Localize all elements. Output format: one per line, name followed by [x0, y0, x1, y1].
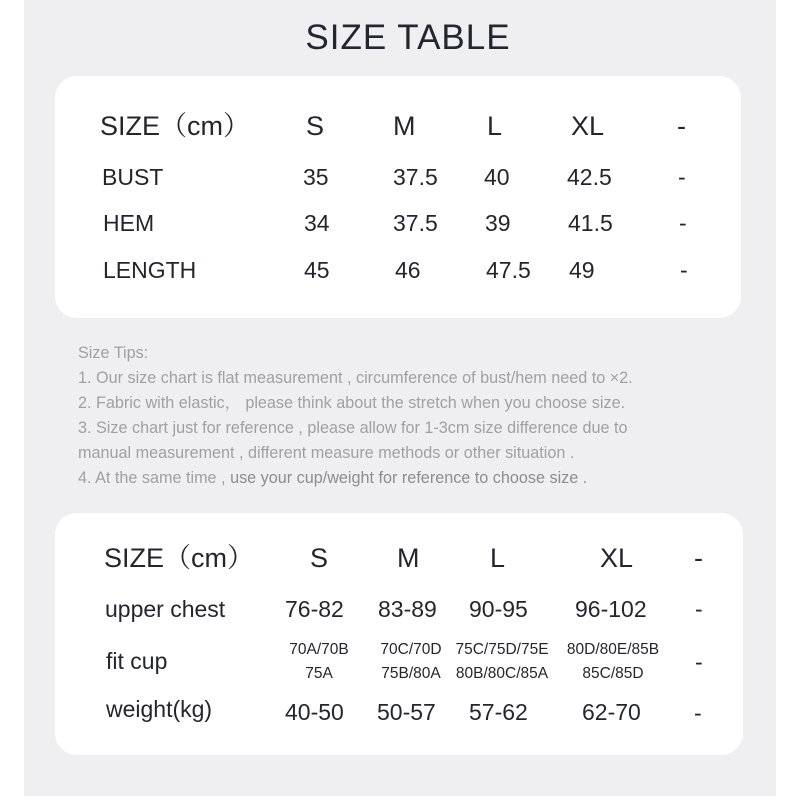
- fit-cup-m-line1: 70C/70D: [380, 641, 442, 658]
- fit-cup-s-line1: 70A/70B: [289, 641, 349, 658]
- table1-header-m: M: [393, 111, 416, 141]
- table2-fit-cup-s: [270, 638, 368, 686]
- table1-row-hem-s: 34: [304, 210, 330, 236]
- table2-row-upper-chest-m: 83-89: [378, 596, 437, 622]
- table1-row-length-label: LENGTH: [103, 257, 197, 283]
- table1-row-length-dash: -: [680, 257, 688, 283]
- table2-header-m: M: [397, 543, 420, 573]
- table1-row-length-xl: 49: [569, 257, 595, 283]
- table1-row-hem-m: 37.5: [393, 210, 438, 236]
- table1-header-l: L: [487, 111, 503, 141]
- table1-header-s: S: [306, 111, 325, 141]
- fit-cup-l-line2: 80B/80C/85A: [455, 665, 549, 682]
- table2-header-dash: -: [694, 543, 703, 573]
- table2-header-size: SIZE（cm）: [104, 543, 255, 573]
- table1-row-hem-label: HEM: [103, 210, 155, 236]
- size-tip-line: manual measurement , different measure methods or other situation .: [78, 444, 575, 462]
- table2-row-upper-chest-l: 90-95: [469, 596, 528, 622]
- table2-row-fit-cup-label: fit cup: [106, 648, 168, 674]
- table1-row-bust-label: BUST: [102, 164, 164, 190]
- table1-header-xl: XL: [571, 111, 605, 141]
- table2-row-upper-chest-xl: 96-102: [575, 596, 647, 622]
- size-tip-line: 1. Our size chart is flat measurement , circumference of bust/hem need to ×2.: [78, 369, 633, 387]
- table2-fit-cup-xl: [558, 638, 668, 686]
- table2-row-fit-cup-dash: -: [695, 649, 703, 675]
- table1-header-size: SIZE（cm）: [100, 111, 251, 141]
- table1-row-length-l: 47.5: [486, 257, 531, 283]
- table1-row-bust-l: 40: [484, 164, 510, 190]
- size-tip-line: 3. Size chart just for reference , please allow for 1-3cm size difference due to: [78, 419, 628, 437]
- size-tip-line4-emphasis: use your cup/weight for reference to choose size .: [230, 469, 588, 487]
- table2-header-xl: XL: [600, 543, 634, 573]
- table2-row-weight-dash: -: [694, 700, 702, 726]
- table1-row-bust-s: 35: [303, 164, 329, 190]
- fit-cup-m-line2: 75B/80A: [381, 665, 441, 682]
- table1-row-length-m: 46: [395, 257, 421, 283]
- table2-header-l: L: [490, 543, 506, 573]
- size-tips-heading: Size Tips:: [78, 344, 149, 362]
- table2-row-upper-chest-dash: -: [695, 596, 703, 622]
- table1-row-hem-xl: 41.5: [568, 210, 613, 236]
- size-tips: [78, 341, 738, 491]
- table1-row-bust-dash: -: [678, 164, 686, 190]
- fit-cup-xl-line1: 80D/80E/85B: [566, 641, 660, 658]
- table1-row-bust-xl: 42.5: [567, 164, 612, 190]
- table2-row-upper-chest-label: upper chest: [105, 596, 226, 622]
- table1-row-hem-l: 39: [485, 210, 511, 236]
- table1-header-dash: -: [677, 111, 686, 141]
- table2-fit-cup-l: [447, 638, 557, 686]
- table2-row-upper-chest-s: 76-82: [285, 596, 344, 622]
- table2-header-s: S: [310, 543, 329, 573]
- fit-cup-l-line1: 75C/75D/75E: [455, 641, 549, 658]
- table2-row-weight-m: 50-57: [377, 699, 436, 725]
- size-tip-line: 2. Fabric with elastic， please think about the stretch when you choose size.: [78, 394, 626, 412]
- table1-row-length-s: 45: [304, 257, 330, 283]
- table2-row-weight-s: 40-50: [285, 699, 344, 725]
- table1-row-bust-m: 37.5: [393, 164, 438, 190]
- table2-row-weight-label: weight(kg): [106, 696, 213, 722]
- table2-row-weight-xl: 62-70: [582, 699, 641, 725]
- table2-fit-cup-m: [362, 638, 460, 686]
- fit-cup-s-line2: 75A: [305, 665, 333, 682]
- size-tip-line: [78, 466, 738, 491]
- size-tip-line4-start: 4. At the same time ,: [78, 469, 231, 487]
- table1-row-hem-dash: -: [679, 210, 687, 236]
- table2-row-weight-l: 57-62: [469, 699, 528, 725]
- fit-cup-xl-line2: 85C/85D: [582, 665, 644, 682]
- page-title: SIZE TABLE: [305, 18, 511, 57]
